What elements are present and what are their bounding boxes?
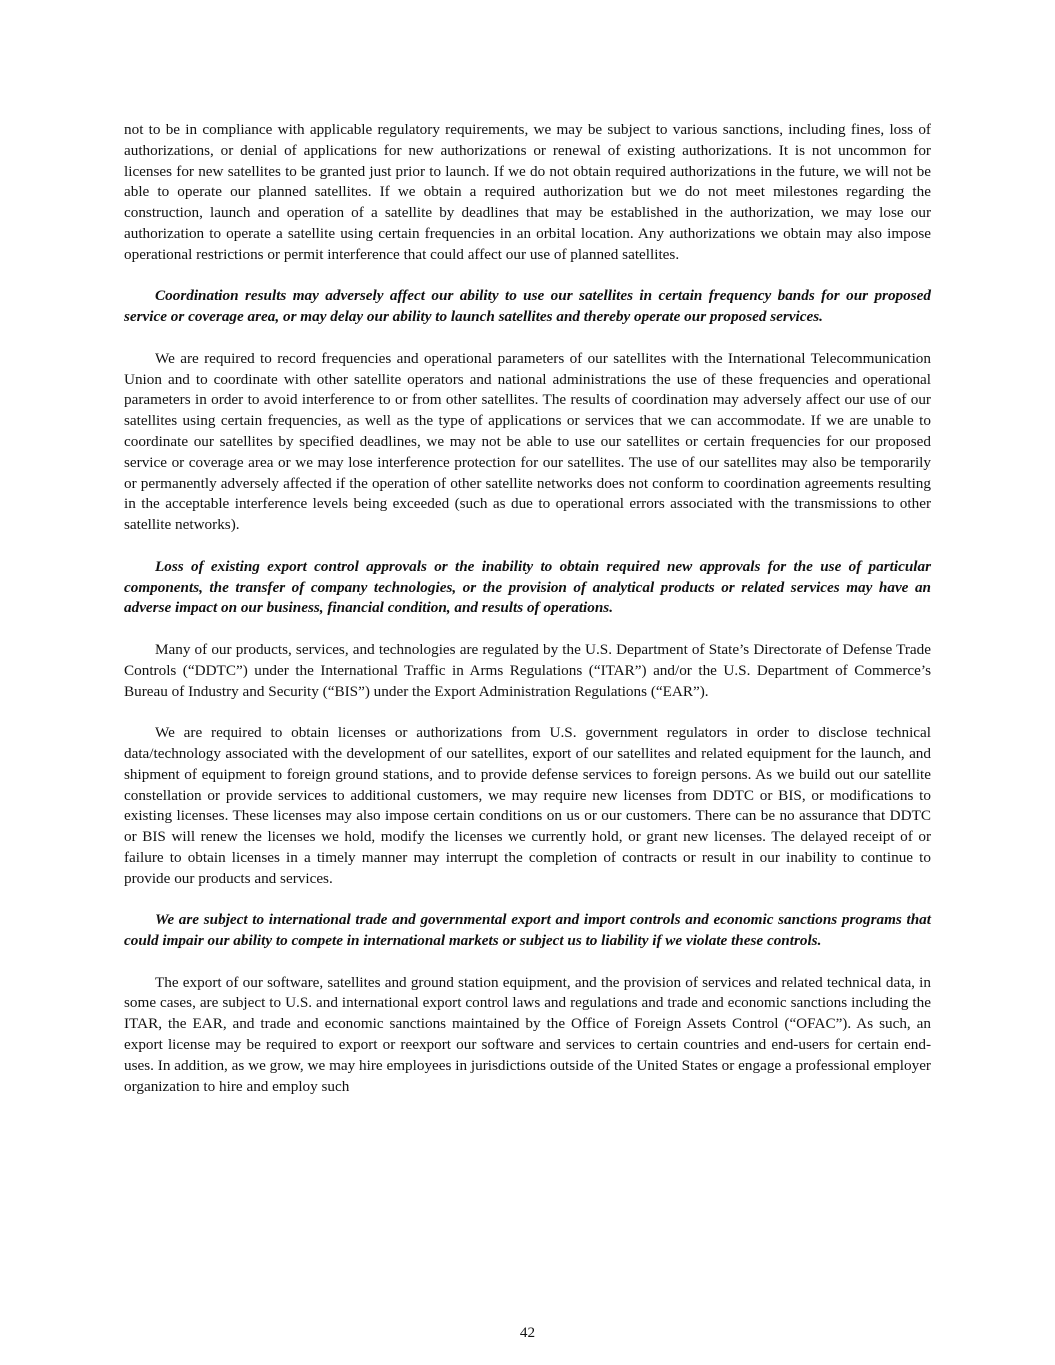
body-paragraph: Many of our products, services, and technologies are regulated by the U.S. Department of State’s Directorate of Defense Trade Controls (“DDTC”) under the International Traffic in Arms Regulations (“ITAR”) and/or the U.S. Department of Commerce’s Bureau of Industry and Security (“BIS”) under the Export Administration Regulations (“EAR”).: [124, 640, 931, 700]
body-paragraph: not to be in compliance with applicable regulatory requirements, we may be subject to various sanctions, including fines, loss of authorizations, or denial of applications for new authorizations or renewal of existing authorizations. It is not uncommon for licenses for new satellites to be granted just prior to launch. If we do not obtain required authorizations in the future, we will not be able to operate our planned satellites. If we obtain a required authorization but we do not meet milestones regarding the construction, launch and operation of a satellite by deadlines that may be established in the authorization, we may lose our authorization to operate a satellite using certain frequencies in an orbital location. Any authorizations we obtain may also impose operational restrictions or permit interference that could affect our use of planned satellites.: [124, 121, 931, 263]
body-paragraph: We are required to obtain licenses or authorizations from U.S. government regulators in order to disclose technical data/technology associated with the development of our satellites, export of our satellites and related equipment for the launch, and shipment of equipment to foreign ground stations, and to provide defense services to foreign persons. As we build out our satellite constellation or provide services to additional customers, we may require new licenses from DDTC or BIS, or modifications to existing licenses. These licenses may also impose certain conditions on us or our customers. There can be no assurance that DDTC or BIS will renew the licenses we hold, modify the licenses we currently hold, or grant new licenses. The delayed receipt of or failure to obtain licenses in a timely manner may interrupt the completion of contracts or result in our inability to continue to provide our products and services.: [124, 724, 931, 887]
body-paragraph: The export of our software, satellites and ground station equipment, and the provision of services and related technical data, in some cases, are subject to U.S. and international export control laws and regulations and trade and economic sanctions including the ITAR, the EAR, and trade and economic sanctions maintained by the Office of Foreign Assets Control (“OFAC”). As such, an export license may be required to export or reexport our software and services to certain countries and end-users for certain end-uses. In addition, as we grow, we may hire employees in jurisdictions outside of the United States or engage a professional employer organization to hire and employ such: [124, 973, 931, 1095]
page-number: 42: [519, 1324, 536, 1341]
risk-factor-heading: Loss of existing export control approvals or the inability to obtain required new approvals for the use of particular components, the transfer of company technologies, or the provision of analytical products or related services may have an adverse impact on our business, financial condition, and results of operations.: [124, 557, 931, 617]
risk-factor-heading: Coordination results may adversely affect our ability to use our satellites in certain frequency bands for our proposed service or coverage area, or may delay our ability to launch satellites and thereby operate our proposed services.: [124, 287, 931, 326]
page-body: [124, 120, 931, 1097]
risk-factor-heading: We are subject to international trade and governmental export and import controls and economic sanctions programs that could impair our ability to compete in international markets or subject us to liability if we violate these controls.: [124, 911, 931, 950]
body-paragraph: We are required to record frequencies and operational parameters of our satellites with the International Telecommunication Union and to coordinate with other satellite operators and national administrations the use of these frequencies and operational parameters in order to avoid interference to or from other satellites. The results of coordination may adversely affect our use of our satellites using certain frequencies, as well as the type of applications or services that we can accommodate. If we are unable to coordinate our satellites by specified deadlines, we may not be able to use our satellites or certain frequencies for our proposed service or coverage area or we may lose interference protection for our satellites. The use of our satellites may also be temporarily or permanently adversely affected if the operation of other satellite networks does not conform to coordination agreements resulting in the acceptable interference levels being exceeded (such as due to operational errors associated with the transmissions to other satellite networks).: [124, 349, 931, 534]
